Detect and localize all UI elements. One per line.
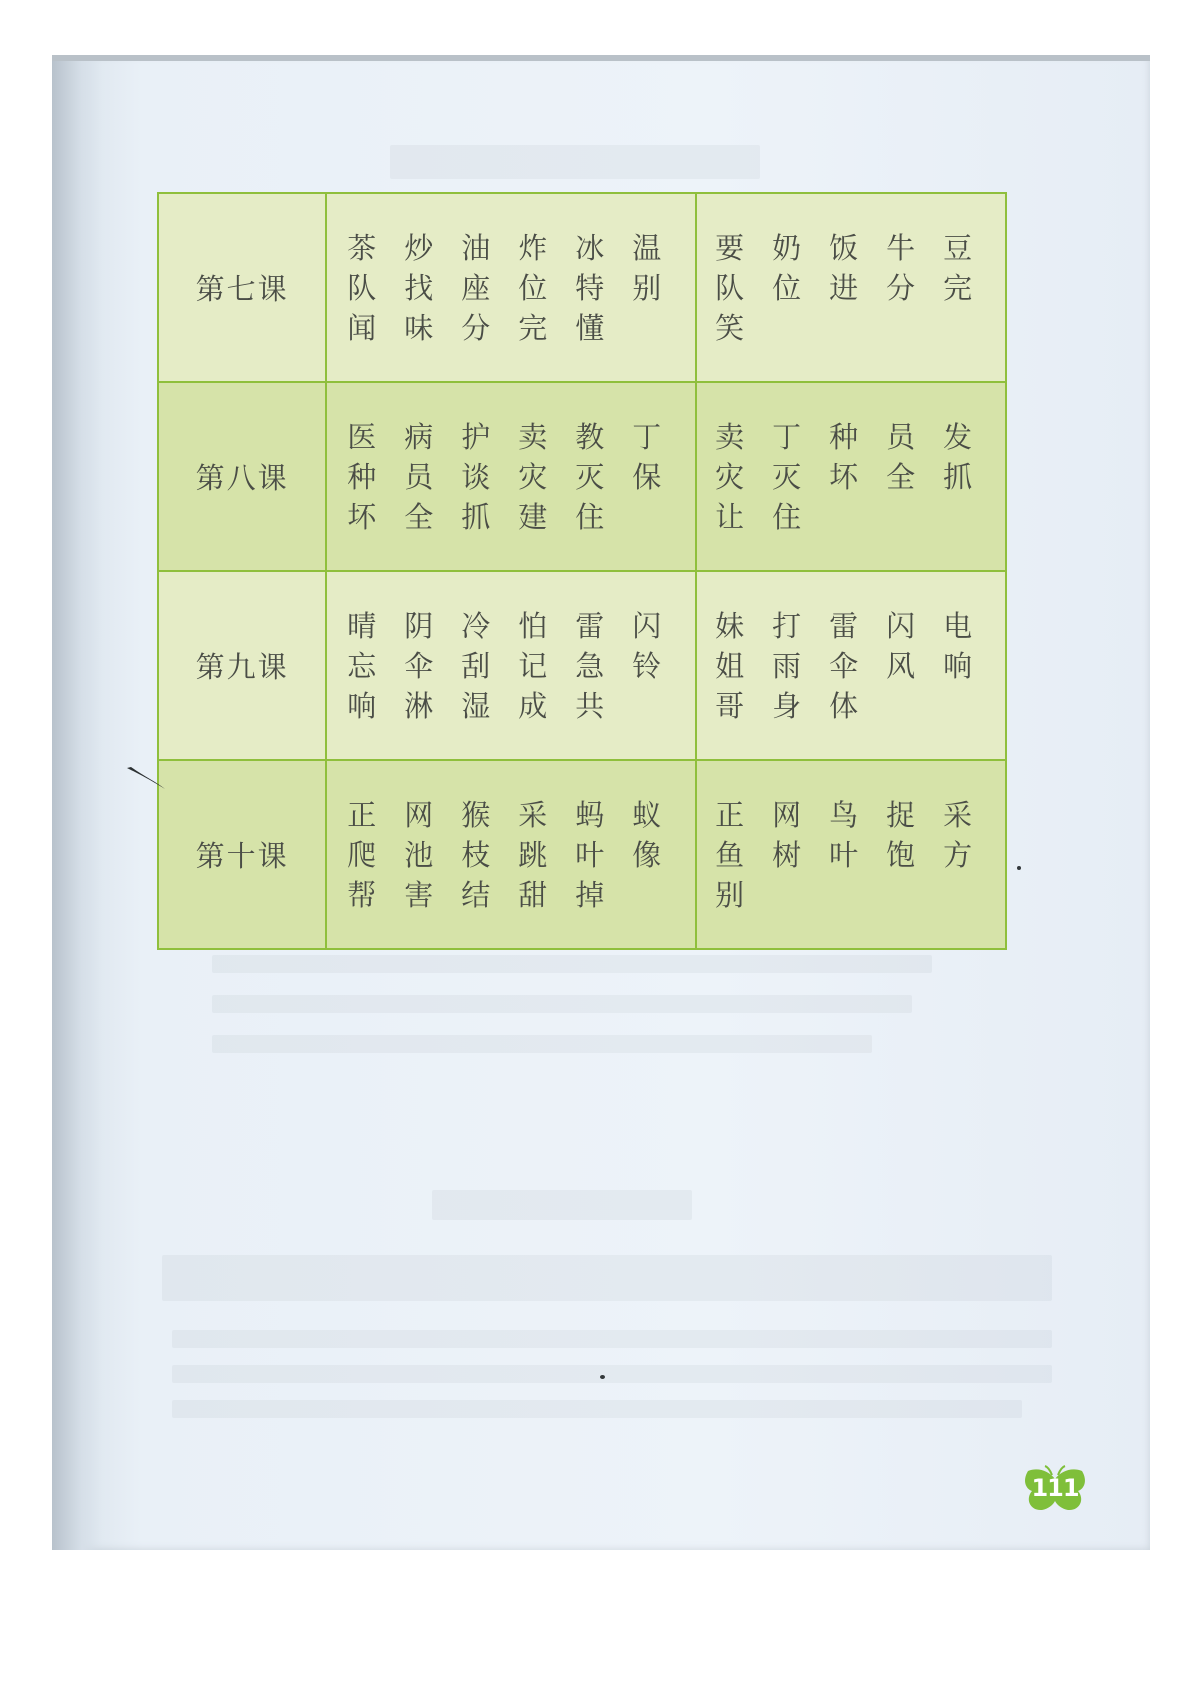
recognize-char: 猴 xyxy=(461,797,491,832)
page-number: 111 xyxy=(1031,1474,1079,1502)
scan-speck xyxy=(1017,866,1021,870)
write-char: 树 xyxy=(772,837,802,872)
write-char: 姐 xyxy=(715,648,745,683)
recognize-char: 灭 xyxy=(575,459,605,494)
scan-speck xyxy=(600,1375,605,1379)
recognize-char: 掉 xyxy=(575,877,605,912)
write-char: 员 xyxy=(886,419,916,454)
recognize-char: 味 xyxy=(404,310,434,345)
recognize-char: 护 xyxy=(461,419,491,454)
write-char: 发 xyxy=(943,419,973,454)
write-char: 风 xyxy=(886,648,916,683)
write-char: 方 xyxy=(943,837,973,872)
recognize-char: 完 xyxy=(518,310,548,345)
recognize-char: 阴 xyxy=(404,608,434,643)
write-char: 全 xyxy=(886,459,916,494)
recognize-char: 分 xyxy=(461,310,491,345)
write-char: 灭 xyxy=(772,459,802,494)
lesson-character-table xyxy=(157,192,1007,950)
recognize-char: 教 xyxy=(575,419,605,454)
recognize-char: 温 xyxy=(632,230,662,265)
recognize-char: 找 xyxy=(404,270,434,305)
recognize-char: 忘 xyxy=(347,648,377,683)
recognize-char: 跳 xyxy=(518,837,548,872)
write-char: 雨 xyxy=(772,648,802,683)
recognize-char: 灾 xyxy=(518,459,548,494)
recognize-char: 住 xyxy=(575,499,605,534)
write-chars-cell xyxy=(696,571,1006,760)
write-char: 响 xyxy=(943,648,973,683)
write-char: 丁 xyxy=(772,419,802,454)
write-char: 位 xyxy=(772,270,802,305)
show-through-text xyxy=(212,995,912,1013)
write-char: 分 xyxy=(886,270,916,305)
recognize-char: 蚂 xyxy=(575,797,605,832)
write-char: 采 xyxy=(943,797,973,832)
recognize-char: 闪 xyxy=(632,608,662,643)
write-char: 叶 xyxy=(829,837,859,872)
show-through-text xyxy=(162,1255,1052,1301)
lesson-title: 第十课 xyxy=(158,760,326,949)
table-row xyxy=(158,760,1006,949)
recognize-char: 枝 xyxy=(461,837,491,872)
recognize-char: 伞 xyxy=(404,648,434,683)
recognize-char: 池 xyxy=(404,837,434,872)
table-row xyxy=(158,382,1006,571)
write-char: 哥 xyxy=(715,688,745,723)
write-chars-grid xyxy=(697,420,1005,534)
recognize-char: 员 xyxy=(404,459,434,494)
recognize-chars-grid xyxy=(327,798,695,912)
recognize-char: 丁 xyxy=(632,419,662,454)
write-char: 抓 xyxy=(943,459,973,494)
recognize-chars-cell xyxy=(326,571,696,760)
write-char: 别 xyxy=(715,877,745,912)
recognize-char: 蚁 xyxy=(632,797,662,832)
recognize-char: 种 xyxy=(347,459,377,494)
lesson-title: 第七课 xyxy=(158,193,326,382)
write-char: 雷 xyxy=(829,608,859,643)
write-chars-cell xyxy=(696,760,1006,949)
write-char: 捉 xyxy=(886,797,916,832)
write-char: 让 xyxy=(715,499,745,534)
write-char: 进 xyxy=(829,270,859,305)
recognize-char: 成 xyxy=(518,688,548,723)
recognize-chars-grid xyxy=(327,231,695,345)
table-row xyxy=(158,193,1006,382)
recognize-char: 卖 xyxy=(518,419,548,454)
recognize-char: 保 xyxy=(632,459,662,494)
recognize-char: 记 xyxy=(518,648,548,683)
recognize-char: 湿 xyxy=(461,688,491,723)
table-row xyxy=(158,571,1006,760)
write-char: 队 xyxy=(715,270,745,305)
write-char: 饱 xyxy=(886,837,916,872)
recognize-char: 晴 xyxy=(347,608,377,643)
write-chars-grid xyxy=(697,231,1005,345)
recognize-char: 懂 xyxy=(575,310,605,345)
page-number-badge xyxy=(1022,1465,1088,1513)
write-char: 饭 xyxy=(829,230,859,265)
write-char: 鸟 xyxy=(829,797,859,832)
write-char: 电 xyxy=(943,608,973,643)
show-through-text xyxy=(172,1365,1052,1383)
recognize-char: 位 xyxy=(518,270,548,305)
recognize-char: 特 xyxy=(575,270,605,305)
recognize-char: 怕 xyxy=(518,608,548,643)
recognize-char: 抓 xyxy=(461,499,491,534)
write-char: 打 xyxy=(772,608,802,643)
recognize-char: 正 xyxy=(347,797,377,832)
recognize-chars-grid xyxy=(327,420,695,534)
show-through-text xyxy=(432,1190,692,1220)
recognize-char: 队 xyxy=(347,270,377,305)
write-chars-cell xyxy=(696,193,1006,382)
write-char: 闪 xyxy=(886,608,916,643)
recognize-char: 建 xyxy=(518,499,548,534)
recognize-char: 害 xyxy=(404,877,434,912)
write-char: 笑 xyxy=(715,310,745,345)
write-char: 正 xyxy=(715,797,745,832)
recognize-char: 淋 xyxy=(404,688,434,723)
recognize-char: 像 xyxy=(632,837,662,872)
write-char: 鱼 xyxy=(715,837,745,872)
recognize-char: 全 xyxy=(404,499,434,534)
recognize-char: 响 xyxy=(347,688,377,723)
recognize-char: 帮 xyxy=(347,877,377,912)
recognize-char: 爬 xyxy=(347,837,377,872)
recognize-char: 叶 xyxy=(575,837,605,872)
recognize-chars-cell xyxy=(326,760,696,949)
recognize-char: 甜 xyxy=(518,877,548,912)
show-through-text xyxy=(212,1035,872,1053)
recognize-char: 炸 xyxy=(518,230,548,265)
show-through-text xyxy=(172,1330,1052,1348)
lesson-title: 第九课 xyxy=(158,571,326,760)
recognize-char: 铃 xyxy=(632,648,662,683)
lesson-title: 第八课 xyxy=(158,382,326,571)
recognize-char: 病 xyxy=(404,419,434,454)
recognize-char: 采 xyxy=(518,797,548,832)
recognize-char: 医 xyxy=(347,419,377,454)
recognize-chars-grid xyxy=(327,609,695,723)
write-char: 妹 xyxy=(715,608,745,643)
write-char: 住 xyxy=(772,499,802,534)
write-char: 灾 xyxy=(715,459,745,494)
ink-mark-icon xyxy=(125,765,167,791)
write-char: 要 xyxy=(715,230,745,265)
recognize-char: 油 xyxy=(461,230,491,265)
recognize-char: 刮 xyxy=(461,648,491,683)
show-through-text xyxy=(212,955,932,973)
recognize-char: 雷 xyxy=(575,608,605,643)
recognize-char: 冰 xyxy=(575,230,605,265)
write-char: 身 xyxy=(772,688,802,723)
write-char: 豆 xyxy=(943,230,973,265)
write-char: 完 xyxy=(943,270,973,305)
write-chars-grid xyxy=(697,609,1005,723)
recognize-chars-cell xyxy=(326,382,696,571)
recognize-char: 炒 xyxy=(404,230,434,265)
show-through-text xyxy=(390,145,760,179)
recognize-char: 闻 xyxy=(347,310,377,345)
recognize-char: 座 xyxy=(461,270,491,305)
write-char: 体 xyxy=(829,688,859,723)
write-char: 种 xyxy=(829,419,859,454)
recognize-char: 急 xyxy=(575,648,605,683)
recognize-char: 冷 xyxy=(461,608,491,643)
recognize-char: 别 xyxy=(632,270,662,305)
write-char: 坏 xyxy=(829,459,859,494)
book-spine-shadow xyxy=(52,55,102,1550)
recognize-char: 坏 xyxy=(347,499,377,534)
recognize-char: 网 xyxy=(404,797,434,832)
show-through-text xyxy=(172,1400,1022,1418)
write-chars-grid xyxy=(697,798,1005,912)
recognize-char: 茶 xyxy=(347,230,377,265)
recognize-char: 谈 xyxy=(461,459,491,494)
write-chars-cell xyxy=(696,382,1006,571)
write-char: 牛 xyxy=(886,230,916,265)
recognize-chars-cell xyxy=(326,193,696,382)
write-char: 卖 xyxy=(715,419,745,454)
write-char: 奶 xyxy=(772,230,802,265)
scan-top-edge xyxy=(52,55,1150,61)
recognize-char: 共 xyxy=(575,688,605,723)
write-char: 网 xyxy=(772,797,802,832)
write-char: 伞 xyxy=(829,648,859,683)
recognize-char: 结 xyxy=(461,877,491,912)
